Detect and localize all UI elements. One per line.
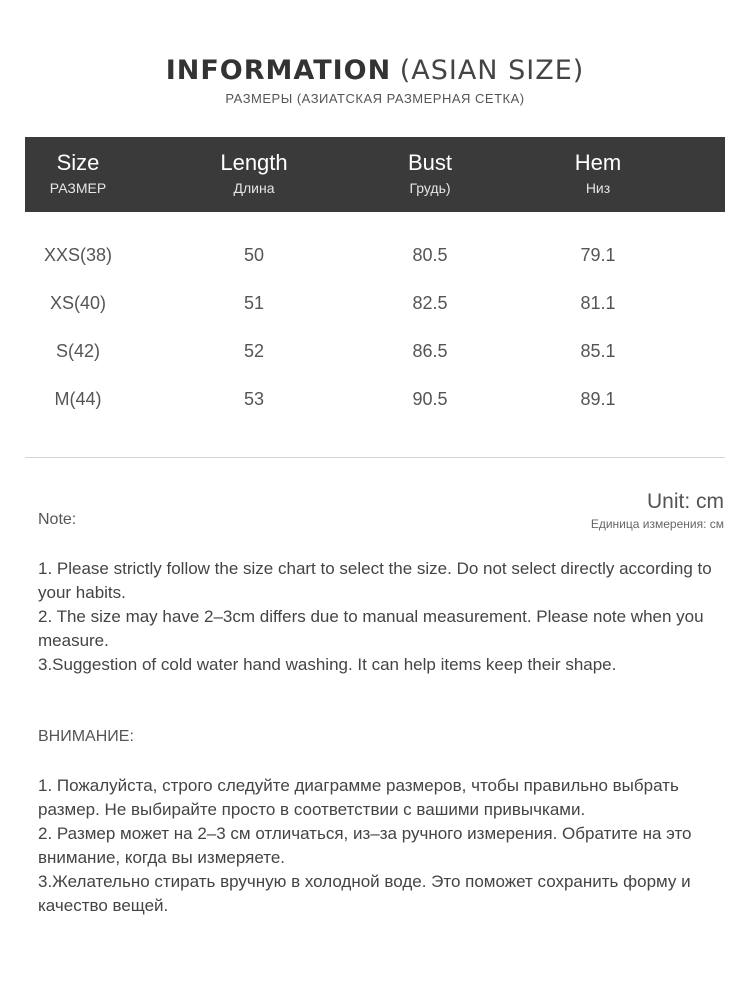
cell-size: XXS(38)	[43, 245, 113, 265]
page-subtitle: РАЗМЕРЫ (АЗИАТСКАЯ РАЗМЕРНАЯ СЕТКА)	[225, 91, 525, 106]
cell-bust: 86.5	[412, 341, 448, 361]
note-item: 2. Размер может на 2–3 см отличаться, из–за ручного измерения. Обратите на это внимание, когда вы измеряете.	[38, 824, 692, 867]
header-label: Length	[220, 150, 288, 175]
note-heading: Note:	[38, 511, 77, 528]
size-table-header	[25, 137, 725, 212]
cell-size: XS(40)	[49, 293, 107, 313]
unit-label: Unit: cm	[646, 490, 724, 513]
cell-hem: 85.1	[580, 341, 616, 361]
notes-english	[38, 557, 728, 677]
attention-heading: ВНИМАНИЕ:	[38, 728, 134, 745]
cell-size: M(44)	[54, 389, 102, 409]
unit-info	[591, 490, 724, 531]
note-item: 1. Please strictly follow the size chart to select the size. Do not select directly according to your habits.	[38, 559, 712, 602]
table-row	[25, 389, 725, 419]
cell-bust: 82.5	[412, 293, 448, 313]
header-label: Bust	[407, 150, 453, 175]
cell-bust: 80.5	[412, 245, 448, 265]
cell-bust: 90.5	[412, 389, 448, 409]
header-length	[189, 149, 319, 198]
page-heading	[0, 52, 750, 106]
cell-length: 50	[243, 245, 265, 265]
unit-sublabel: Единица измерения: см	[590, 517, 724, 531]
cell-hem: 89.1	[580, 389, 616, 409]
note-item: 3.Желательно стирать вручную в холодной воде. Это поможет сохранить форму и качество вещей.	[38, 872, 691, 915]
cell-hem: 79.1	[580, 245, 616, 265]
cell-length: 53	[243, 389, 265, 409]
header-sublabel: Грудь)	[409, 180, 451, 196]
header-sublabel: РАЗМЕР	[49, 180, 107, 196]
table-divider	[25, 457, 725, 458]
notes-russian	[38, 774, 728, 918]
header-hem	[533, 149, 663, 198]
header-label: Hem	[574, 150, 622, 175]
note-item: 3.Suggestion of cold water hand washing. It can help items keep their shape.	[38, 655, 617, 674]
table-row	[25, 341, 725, 371]
cell-length: 51	[243, 293, 265, 313]
page-title	[0, 52, 750, 89]
header-bust	[365, 149, 495, 198]
cell-hem: 81.1	[580, 293, 616, 313]
header-size	[13, 149, 143, 198]
table-row	[25, 245, 725, 275]
title-main: INFORMATION	[165, 55, 392, 86]
note-item: 2. The size may have 2–3cm differs due to manual measurement. Please note when you measure.	[38, 607, 704, 650]
header-label: Size	[56, 150, 100, 175]
table-row	[25, 293, 725, 323]
title-qualifier: (ASIAN SIZE)	[399, 55, 585, 86]
header-sublabel: Низ	[585, 180, 611, 196]
cell-length: 52	[243, 341, 265, 361]
note-item: 1. Пожалуйста, строго следуйте диаграмме размеров, чтобы правильно выбрать размер. Не выбирайте просто в соответствии с вашими привычками.	[38, 776, 679, 819]
cell-size: S(42)	[55, 341, 100, 361]
header-sublabel: Длина	[233, 180, 275, 196]
